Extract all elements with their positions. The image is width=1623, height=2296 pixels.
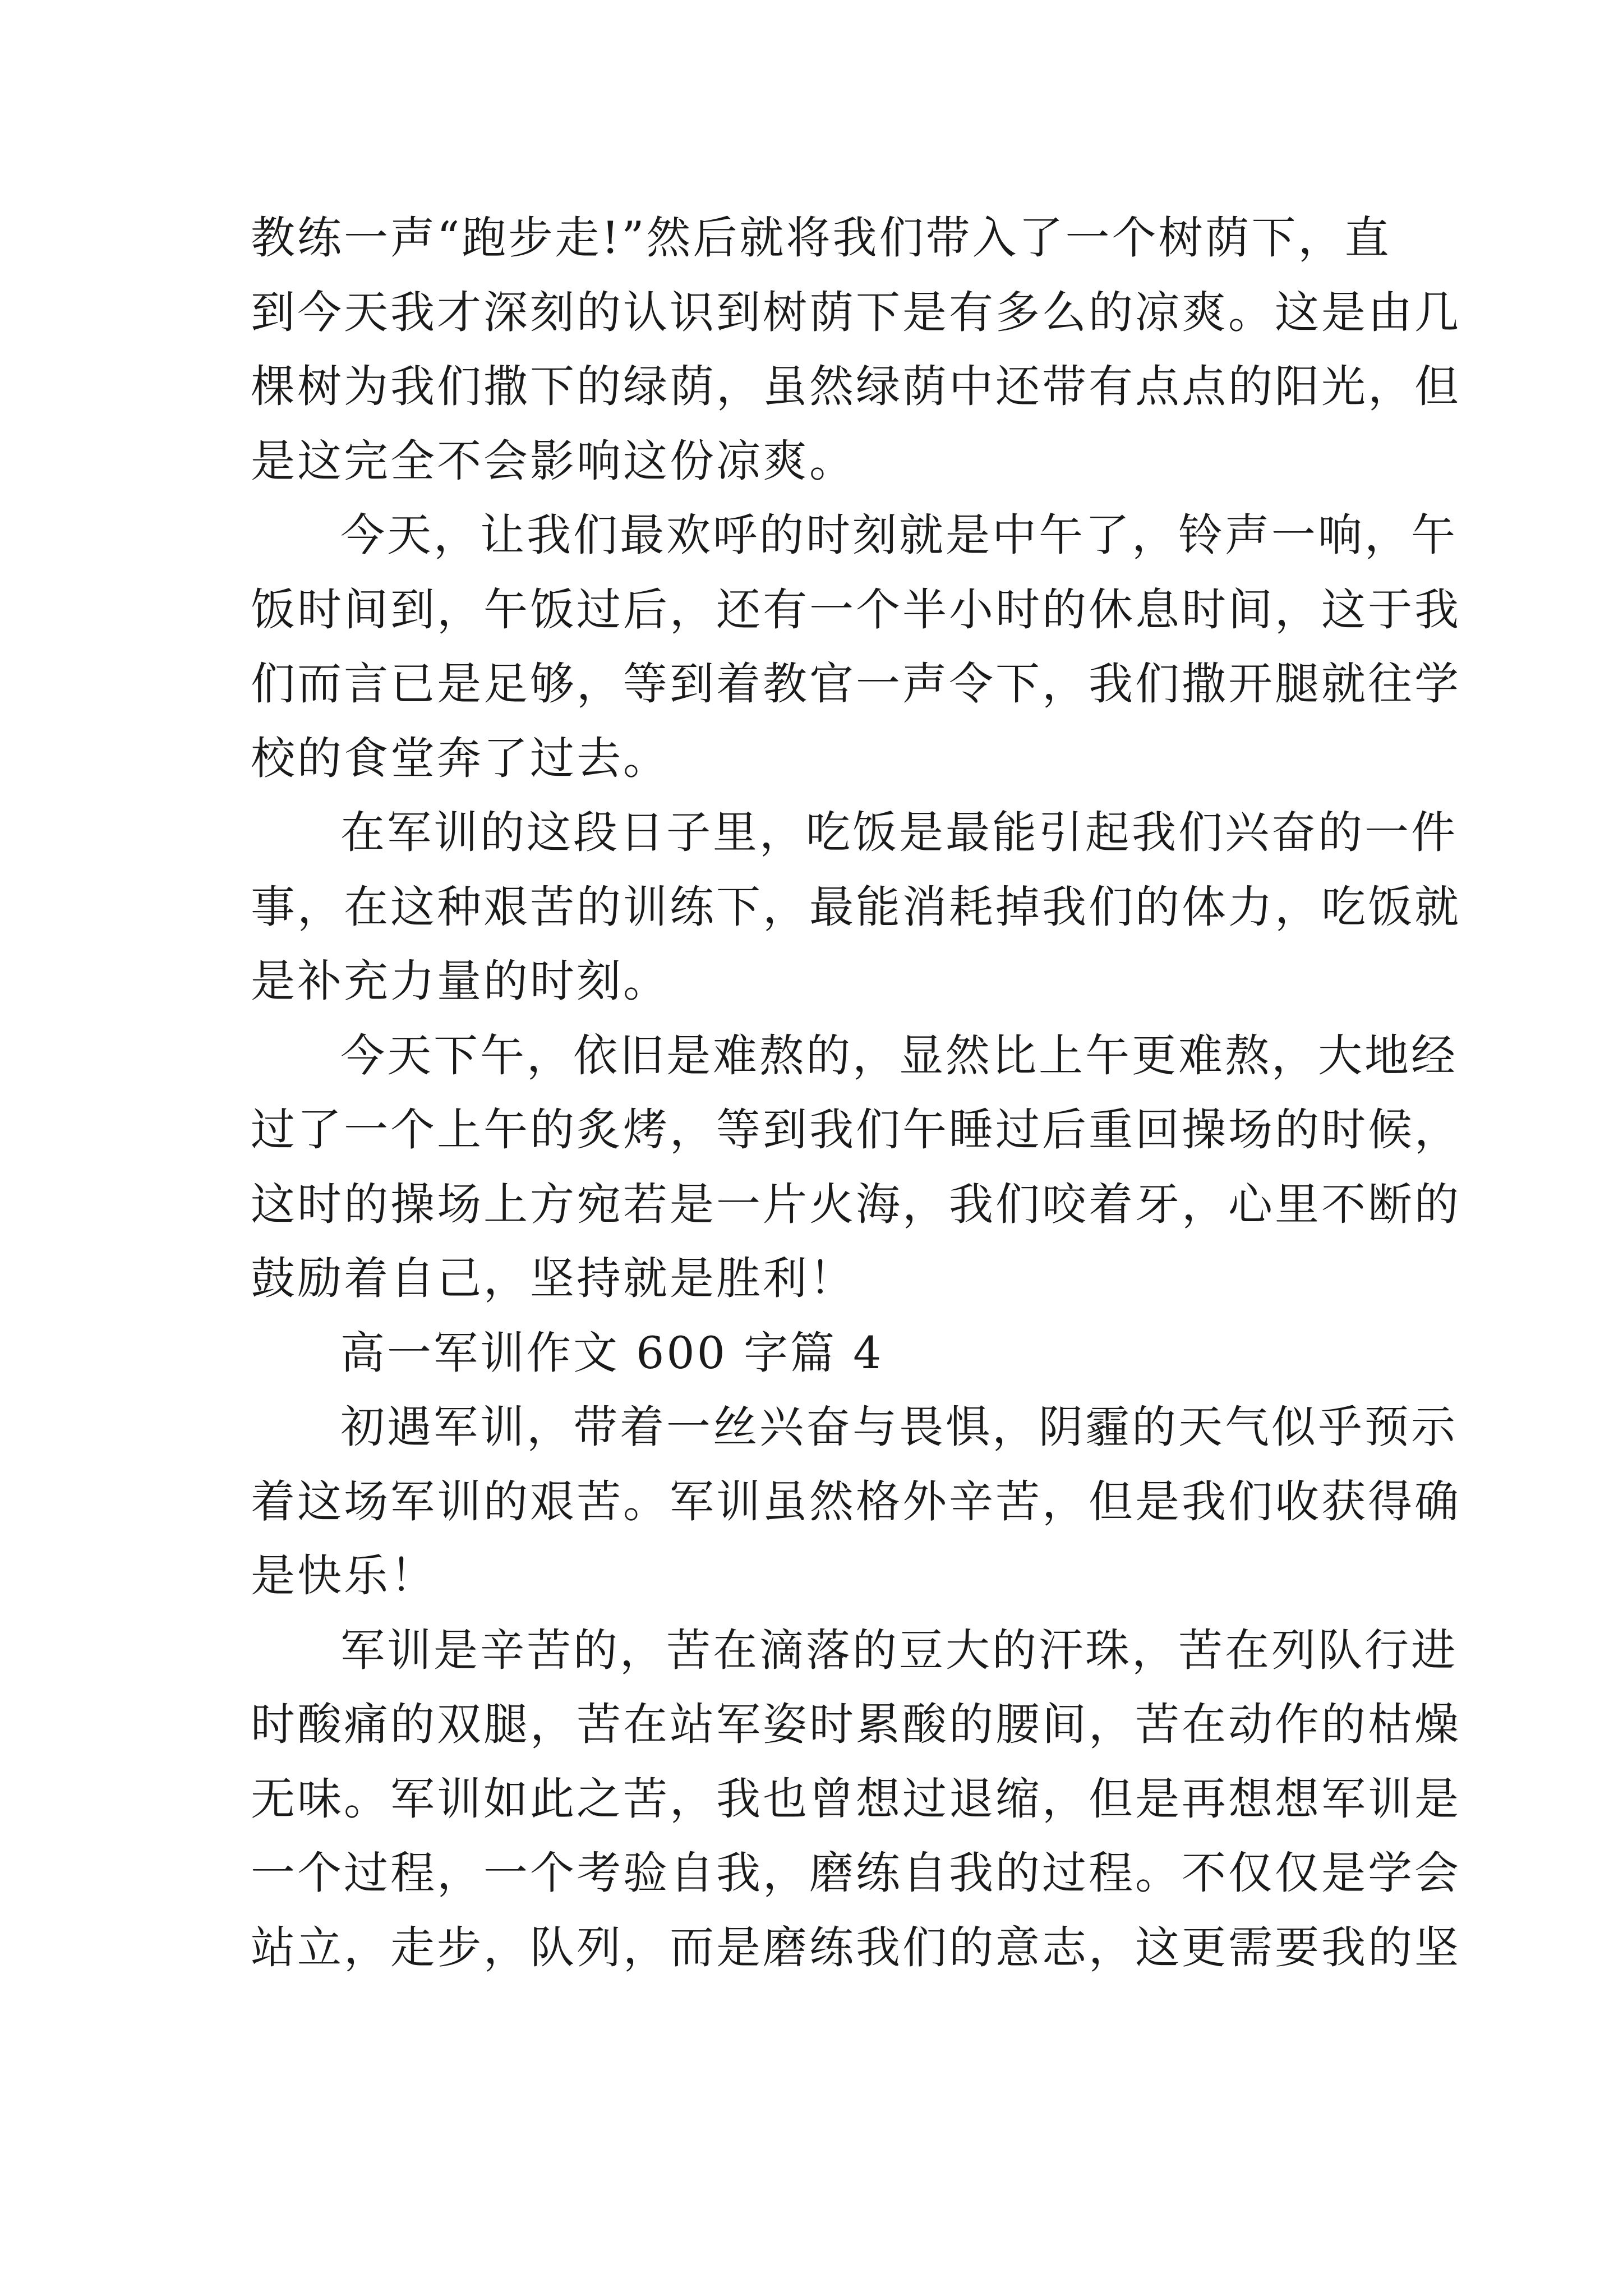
- text-line: 着这场军训的艰苦。军训虽然格外辛苦，但是我们收获得确: [251, 1475, 1461, 1527]
- text-line: 是补充力量的时刻。: [251, 955, 670, 1007]
- paragraph-start-line: 在军训的这段日子里，吃饭是最能引起我们兴奋的一件: [340, 807, 1458, 858]
- text-line: 这时的操场上方宛若是一片火海，我们咬着牙，心里不断的: [251, 1178, 1461, 1230]
- text-line: 棵树为我们撒下的绿荫，虽然绿荫中还带有点点的阳光，但: [251, 361, 1461, 412]
- text-line: 事，在这种艰苦的训练下，最能消耗掉我们的体力，吃饭就: [251, 881, 1461, 933]
- body-text: [251, 201, 1461, 1985]
- text-line: 无味。军训如此之苦，我也曾想过退缩，但是再想想军训是: [251, 1773, 1461, 1825]
- text-line: 鼓励着自己，坚持就是胜利！: [251, 1253, 856, 1304]
- paragraph-start-line: 今天，让我们最欢呼的时刻就是中午了，铃声一响，午: [340, 509, 1458, 561]
- text-line: 一个过程，一个考验自我，磨练自我的过程。不仅仅是学会: [251, 1847, 1461, 1899]
- text-line: 是快乐！: [251, 1550, 437, 1602]
- text-line: 校的食堂奔了过去。: [251, 732, 670, 784]
- text-line: 是这完全不会影响这份凉爽。: [251, 435, 856, 487]
- text-line: 站立，走步，队列，而是磨练我们的意志，这更需要我的坚: [251, 1921, 1461, 1973]
- paragraph-start-line: 今天下午，依旧是难熬的，显然比上午更难熬，大地经: [340, 1029, 1458, 1082]
- text-line: 过了一个上午的炙烤，等到我们午睡过后重回操场的时候，: [251, 1104, 1461, 1156]
- text-line: 们而言已是足够，等到着教官一声令下，我们撒开腿就往学: [251, 658, 1461, 710]
- text-line: 时酸痛的双腿，苦在站军姿时累酸的腰间，苦在动作的枯燥: [251, 1699, 1461, 1750]
- paragraph-start-line: 军训是辛苦的，苦在滴落的豆大的汗珠，苦在列队行进: [340, 1624, 1458, 1676]
- section-heading: 高一军训作文 600 字篇 4: [340, 1327, 884, 1379]
- paragraph-start-line: 初遇军训，带着一丝兴奋与畏惧，阴霾的天气似乎预示: [340, 1401, 1458, 1453]
- text-line: 到今天我才深刻的认识到树荫下是有多么的凉爽。这是由几: [251, 286, 1461, 338]
- text-line: 饭时间到，午饭过后，还有一个半小时的休息时间，这于我: [251, 583, 1461, 636]
- text-line: 教练一声“跑步走!”然后就将我们带入了一个树荫下，直: [251, 212, 1391, 264]
